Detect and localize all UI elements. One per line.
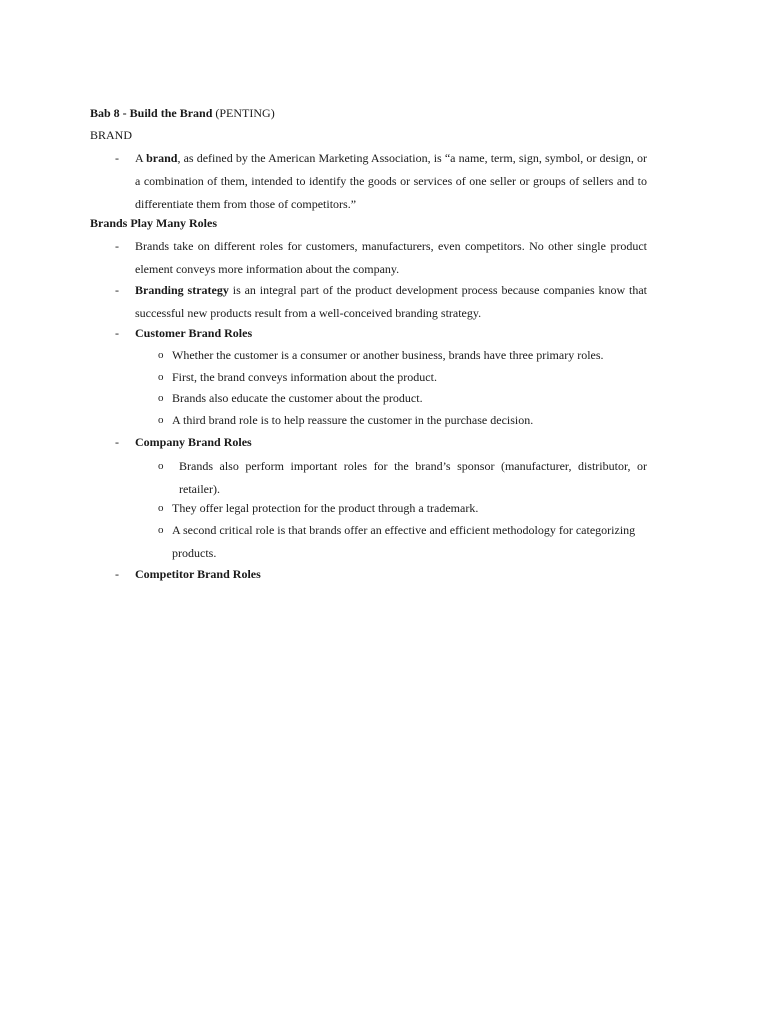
- bullet-marker: o: [158, 502, 164, 514]
- section-heading-roles-text: Brands Play Many Roles: [90, 216, 218, 230]
- bullet-marker: o: [158, 349, 164, 361]
- brand-definition-paragraph: [135, 147, 647, 216]
- customer-role-item: Whether the customer is a consumer or another business, brands have three primary roles.: [172, 348, 604, 362]
- roles-intro-paragraph: Brands take on different roles for customers, manufacturers, even competitors. No other single product element conveys more information about the company.: [135, 239, 647, 276]
- company-role-item: A second critical role is that brands offer an effective and efficient methodology for categorizing products.: [172, 523, 636, 560]
- company-roles-heading-text: Company Brand Roles: [135, 435, 252, 449]
- customer-roles-heading-text: Customer Brand Roles: [135, 326, 253, 340]
- list-dash: -: [115, 435, 119, 449]
- branding-strategy-paragraph: [135, 279, 647, 325]
- section-heading-brand: BRAND: [90, 128, 133, 142]
- company-role-item: Brands also perform important roles for the brand’s sponsor (manufacturer, distributor, or retailer).: [179, 459, 647, 496]
- branding-strategy-text: is an integral part of the product development process because companies know that successful new products result from a well-conceived branding strategy.: [135, 283, 648, 320]
- customer-role-item: Brands also educate the customer about the product.: [172, 391, 423, 405]
- brand-definition-term: brand: [146, 151, 178, 165]
- bullet-marker: o: [158, 460, 164, 472]
- bullet-marker: o: [158, 524, 164, 536]
- bullet-marker: o: [158, 392, 164, 404]
- branding-strategy-term: Branding strategy: [135, 283, 229, 297]
- customer-roles-heading: [135, 326, 252, 341]
- company-role-item: They offer legal protection for the product through a trademark.: [172, 501, 479, 515]
- document-title-bold: Bab 8 - Build the Brand: [90, 106, 213, 120]
- bullet-marker: o: [158, 414, 164, 426]
- customer-role-item: First, the brand conveys information about the product.: [172, 370, 437, 384]
- competitor-roles-heading-text: Competitor Brand Roles: [135, 567, 261, 581]
- list-dash: -: [115, 283, 119, 297]
- list-dash: -: [115, 151, 119, 165]
- bullet-marker: o: [158, 371, 164, 383]
- section-heading-roles: [90, 216, 217, 231]
- brand-definition-text: , as defined by the American Marketing Association, is “a name, term, sign, symbol, or design, or a combination of them, intended to identify the goods or services of one seller or groups of sellers and to differentiate them from those of competitors.”: [135, 151, 647, 211]
- brand-definition-pre: A: [135, 151, 147, 165]
- list-dash: -: [115, 326, 119, 340]
- list-dash: -: [115, 239, 119, 253]
- company-roles-heading: [135, 435, 252, 450]
- document-title: [90, 106, 275, 121]
- customer-role-item: A third brand role is to help reassure the customer in the purchase decision.: [172, 413, 534, 427]
- document-title-suffix: (PENTING): [212, 106, 275, 120]
- competitor-roles-heading: [135, 567, 261, 582]
- list-dash: -: [115, 567, 119, 581]
